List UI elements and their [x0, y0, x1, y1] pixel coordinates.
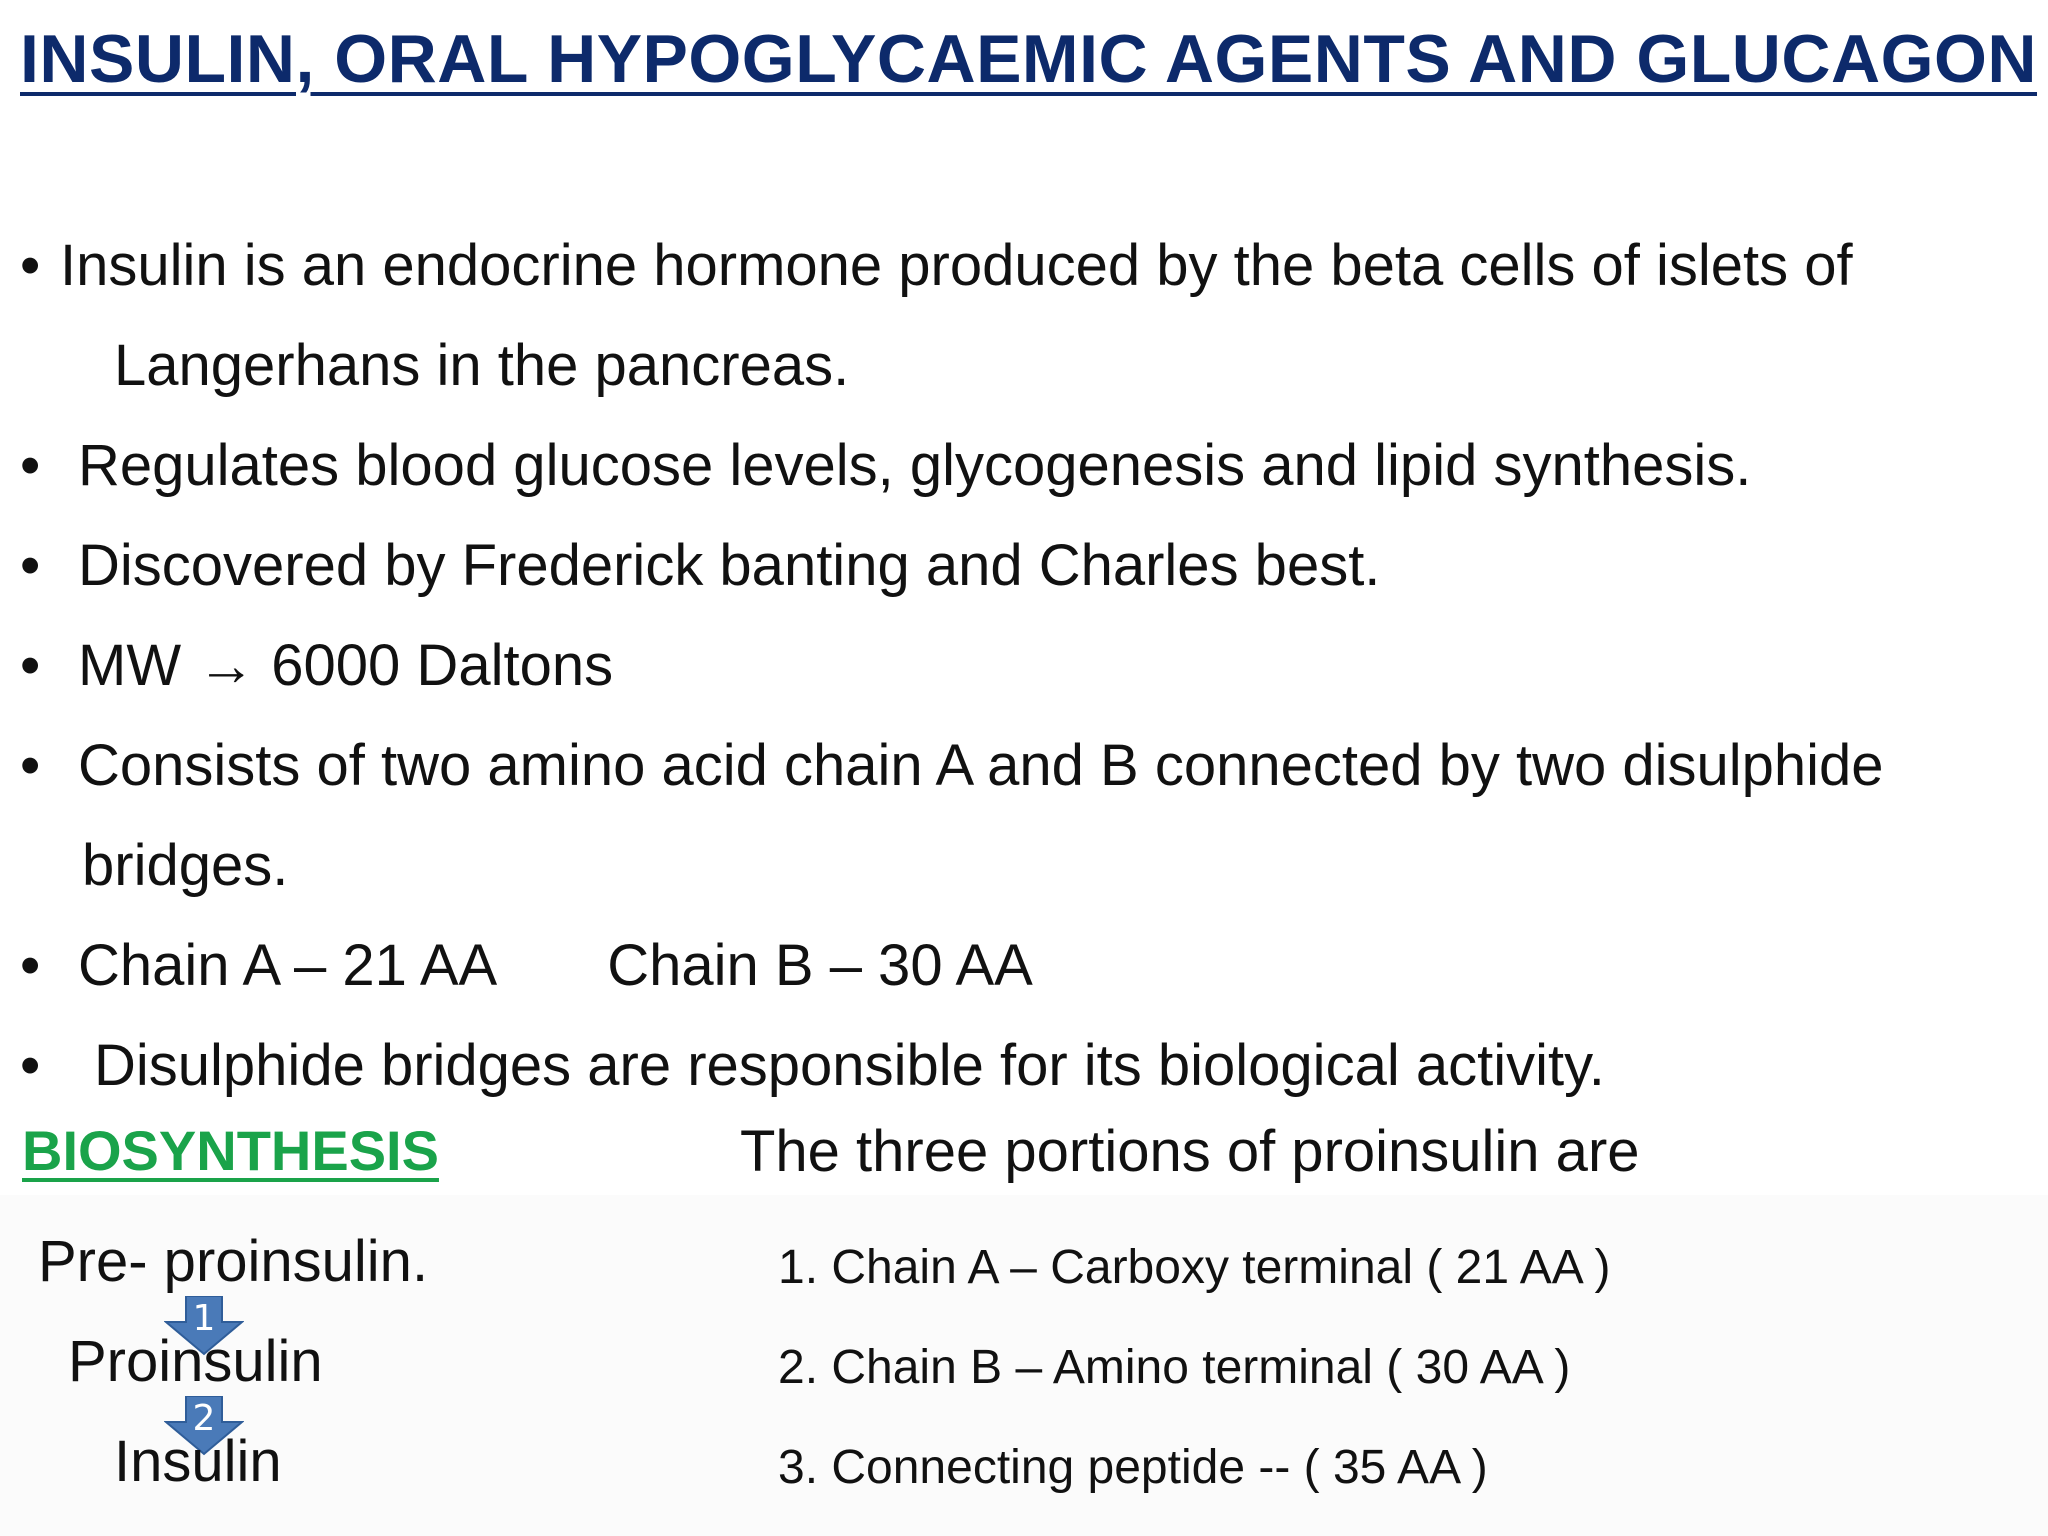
bullet-marker: • [20, 733, 41, 798]
bullet-marker: • [20, 933, 41, 998]
bullet-text: MW → 6000 Daltons [78, 633, 614, 698]
bullet-item [20, 616, 613, 716]
bullet-text: Regulates blood glucose levels, glycogenesis and lipid synthesis. [78, 433, 1752, 498]
bullet-text: Insulin is an endocrine hormone produced by the beta cells of islets of [60, 233, 1853, 298]
bullet-text: Consists of two amino acid chain A and B connected by two disulphide [78, 733, 1884, 798]
bullet-continuation: Langerhans in the pancreas. [114, 333, 850, 398]
bullet-item [20, 916, 1033, 1016]
bullet-text: Discovered by Frederick banting and Charles best. [78, 533, 1381, 598]
bullet-text: Disulphide bridges are responsible for its biological activity. [94, 1033, 1605, 1098]
portions-heading: The three portions of proinsulin are [740, 1119, 1640, 1184]
flow-step-insulin: Insulin [114, 1429, 282, 1494]
bullet-marker: • [20, 1033, 41, 1098]
portion-item: 2. Chain B – Amino terminal ( 30 AA ) [778, 1341, 1571, 1394]
biosynthesis-heading: BIOSYNTHESIS [22, 1119, 439, 1182]
flow-step-preproinsulin: Pre- proinsulin. [38, 1229, 429, 1294]
bullet-text-secondary: Chain B – 30 AA [607, 933, 1033, 998]
bullet-marker: • [20, 233, 41, 298]
bullet-marker: • [20, 533, 41, 598]
bullet-marker: • [20, 433, 41, 498]
slide-title: INSULIN, ORAL HYPOGLYCAEMIC AGENTS AND GLUCAGON [20, 21, 2038, 97]
bullet-text: Chain A – 21 AA [78, 933, 498, 998]
arrow-step-number: 1 [192, 1298, 216, 1339]
arrow-step-number: 2 [192, 1398, 216, 1439]
bullet-item [20, 516, 1380, 616]
portion-item: 1. Chain A – Carboxy terminal ( 21 AA ) [778, 1241, 1611, 1294]
bullet-item [20, 1016, 1605, 1116]
flow-step-proinsulin: Proinsulin [68, 1329, 323, 1394]
bullet-item [20, 216, 1853, 316]
bullet-item [20, 716, 1884, 816]
bullet-marker: • [20, 633, 41, 698]
bullet-item [20, 416, 1751, 516]
portion-item: 3. Connecting peptide -- ( 35 AA ) [778, 1441, 1488, 1494]
bullet-continuation: bridges. [82, 833, 289, 898]
